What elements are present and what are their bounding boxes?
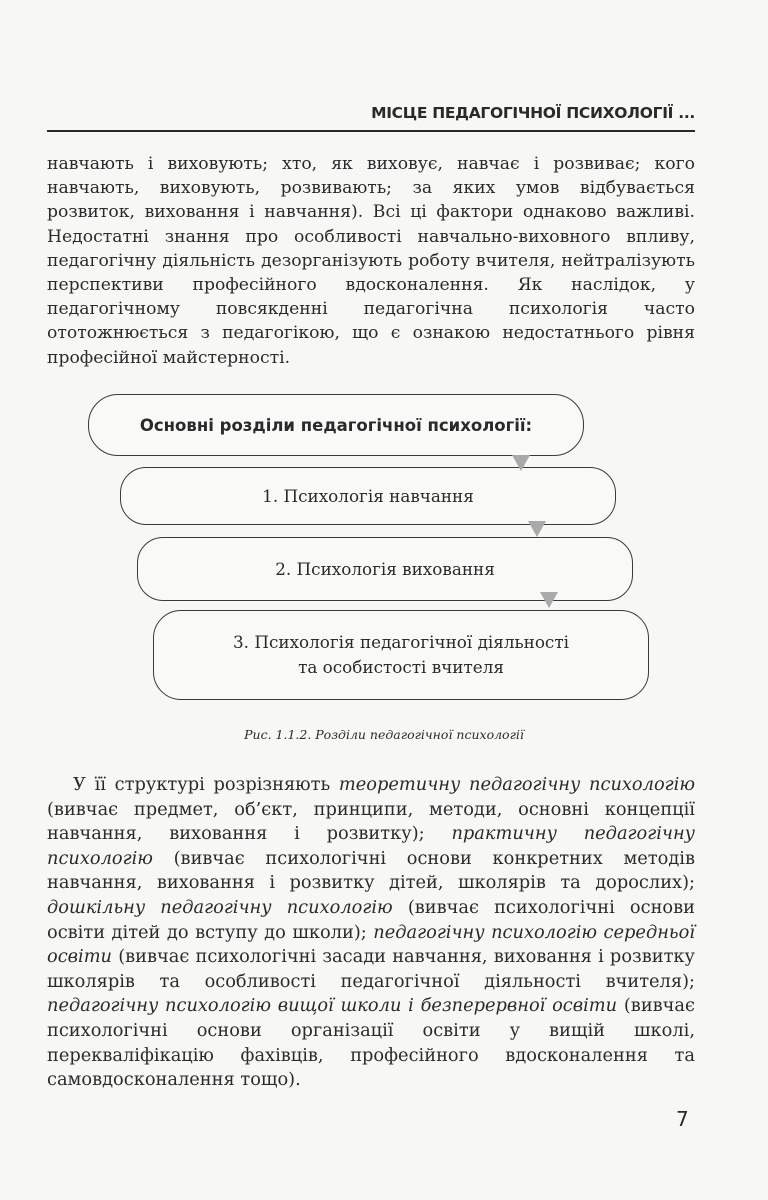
diagram-item-1-label: 1. Психологія навчання (262, 485, 474, 506)
diagram-item-3-line-2: та особистості вчителя (298, 657, 504, 677)
italic-term: практичну педагогічну психологію (47, 823, 695, 869)
diagram-title: Основні розділи педагогічної психології: (139, 415, 533, 435)
figure-caption: Рис. 1.1.2. Розділи педагогічної психології (244, 727, 524, 742)
arrow-down-icon (528, 521, 546, 537)
diagram-item-2-label: 2. Психологія виховання (275, 558, 495, 579)
paragraph-1-text: навчають і виховують; хто, як виховує, навчає і розвиває; кого навчають, виховують, розвивають; за яких умов відбувається розвиток, виховання і навчання). Всі ці фактори однаково важливі. Недостатні знання про особливості навчально-виховного впливу, педагогічну діяльність дезорганізують роботу вчителя, нейтралізують перспективи професійного вдосконалення. Як наслідок, у педагогічному повсякденні педагогічна психологія часто ототожнюється з педагогікою, що є ознакою недостатнього рівня професійної майстерності. (47, 154, 695, 368)
diagram-item-3-line-1: 3. Психологія педагогічної діяльності (233, 632, 569, 652)
italic-term: педагогічну психологію середньої освіти (47, 921, 695, 968)
italic-term: дошкільну педагогічну психологію (47, 896, 393, 918)
arrow-down-icon (540, 592, 558, 608)
paragraph-1 (47, 152, 695, 370)
diagram-title-box (88, 394, 584, 456)
text-run: (вивчає психологічні основи організації освіти у вищій школі, перекваліфікацію фахівців, професійного вдосконалення та самовдосконалення тощо). (47, 995, 695, 1091)
diagram-item-3 (153, 610, 649, 700)
text-run: (вивчає психологічні засади навчання, виховання і розвитку школярів та особливості педагогічної діяльності вчителя); (47, 946, 695, 992)
diagram-item-2 (137, 537, 633, 601)
paragraph-2 (47, 773, 695, 1093)
text-run: (вивчає психологічні основи освіти дітей до вступу до школи); (47, 896, 695, 943)
paragraph-2-text (47, 773, 695, 1093)
italic-term: теоретичну педагогічну психологію (338, 774, 695, 795)
header-rule (47, 130, 695, 132)
running-header: МІСЦЕ ПЕДАГОГІЧНОЇ ПСИХОЛОГІЇ ... (371, 104, 695, 122)
diagram-item-1 (120, 467, 616, 525)
text-run: (вивчає предмет, об’єкт, принципи, методи, основні концепції навчання, виховання і розвитку); (47, 798, 695, 845)
text-run: У її структурі розрізняють (73, 774, 339, 795)
text-run: (вивчає психологічні основи конкретних методів навчання, виховання і розвитку дітей, школярів та дорослих); (47, 847, 695, 894)
page-number: 7 (676, 1107, 689, 1131)
arrow-down-icon (512, 455, 530, 471)
italic-term: педагогічну психологію вищої школи і безперервної освіти (47, 995, 618, 1017)
